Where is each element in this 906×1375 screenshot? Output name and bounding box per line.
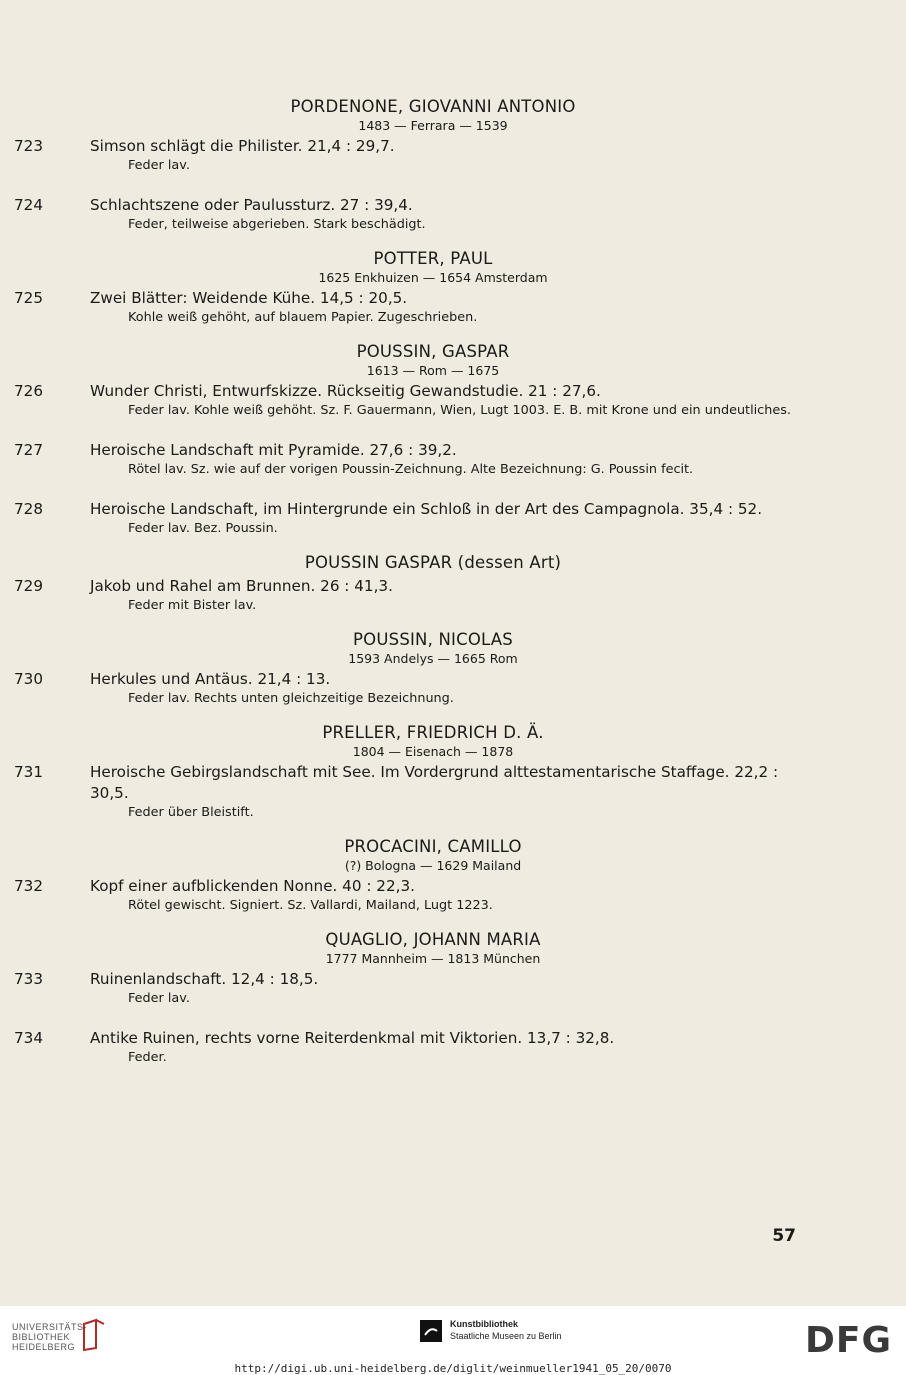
artist-section [14, 341, 814, 538]
entry-number: 730 [14, 670, 43, 688]
artist-dates: 1613 — Rom — 1675 [366, 363, 500, 378]
university-library-logo[interactable] [12, 1322, 87, 1352]
entry-number: 729 [14, 577, 43, 595]
artist-section [14, 629, 814, 708]
kb-title: Kunstbibliothek [450, 1319, 518, 1329]
entry-number: 734 [14, 1029, 43, 1047]
artist-section [14, 722, 814, 822]
artist-section [14, 836, 814, 915]
entry-line [14, 136, 814, 157]
artist-name: POUSSIN, GASPAR [356, 342, 510, 361]
entry-line [14, 762, 814, 804]
entry-number: 725 [14, 289, 43, 307]
entry-number: 728 [14, 500, 43, 518]
artist-name: PRELLER, FRIEDRICH D. Ä. [322, 723, 544, 742]
entry-note: Kohle weiß gehöht, auf blauem Papier. Zugeschrieben. [128, 310, 478, 325]
entry-line [14, 288, 814, 309]
entry-line [14, 576, 814, 597]
entry-line [14, 195, 814, 216]
artist-dates: (?) Bologna — 1629 Mailand [344, 858, 522, 873]
catalog-entry [14, 288, 814, 327]
entry-note: Feder lav. Rechts unten gleichzeitige Bezeichnung. [128, 691, 454, 706]
entry-title: Kopf einer aufblickenden Nonne. 40 : 22,3. [90, 877, 415, 895]
entry-number: 723 [14, 137, 43, 155]
artist-section [14, 552, 814, 615]
entry-title: Ruinenlandschaft. 12,4 : 18,5. [90, 970, 319, 988]
catalog-entry [14, 440, 814, 479]
catalog-entry [14, 969, 814, 1008]
entry-number: 733 [14, 970, 43, 988]
artist-dates: 1777 Mannheim — 1813 München [325, 951, 541, 966]
entry-title: Heroische Gebirgslandschaft mit See. Im Vordergrund alttestamentarische Staffage. 22,2 : 30,5. [90, 763, 779, 802]
entry-line [14, 1028, 814, 1049]
logo-line: HEIDELBERG [12, 1342, 76, 1352]
kunstbibliothek-label [450, 1318, 562, 1342]
entry-number: 732 [14, 877, 43, 895]
artist-section [14, 96, 814, 234]
artist-dates: 1625 Enkhuizen — 1654 Amsterdam [318, 270, 548, 285]
artist-section [14, 929, 814, 1067]
entry-line [14, 969, 814, 990]
artist-dates: 1804 — Eisenach — 1878 [352, 744, 514, 759]
entry-note: Feder mit Bister lav. [128, 598, 257, 613]
entry-title: Schlachtszene oder Paulussturz. 27 : 39,4. [90, 196, 413, 214]
entry-title: Heroische Landschaft, im Hintergrunde ein Schloß in der Art des Campagnola. 35,4 : 52. [90, 500, 763, 518]
catalog-entry [14, 499, 814, 538]
entry-title: Zwei Blätter: Weidende Kühe. 14,5 : 20,5. [90, 289, 408, 307]
permalink-url[interactable]: http://digi.ub.uni-heidelberg.de/diglit/weinmueller1941_05_20/0070 [234, 1362, 672, 1375]
entry-note: Feder lav. Kohle weiß gehöht. Sz. F. Gauermann, Wien, Lugt 1003. E. B. mit Krone und ein undeutliches. [128, 403, 791, 418]
entry-line [14, 669, 814, 690]
entry-line [14, 876, 814, 897]
entry-note: Feder. [128, 1050, 167, 1065]
catalog-entry [14, 136, 814, 175]
catalog-entry [14, 576, 814, 615]
entry-note: Feder lav. Bez. Poussin. [128, 521, 278, 536]
artist-dates: 1483 — Ferrara — 1539 [358, 118, 508, 133]
catalog-entry [14, 762, 814, 822]
entry-title: Antike Ruinen, rechts vorne Reiterdenkmal mit Viktorien. 13,7 : 32,8. [90, 1029, 615, 1047]
entry-number: 724 [14, 196, 43, 214]
entry-note: Feder, teilweise abgerieben. Stark beschädigt. [128, 217, 426, 232]
entry-title: Heroische Landschaft mit Pyramide. 27,6 : 39,2. [90, 441, 457, 459]
entry-note: Rötel gewischt. Signiert. Sz. Vallardi, Mailand, Lugt 1223. [128, 898, 493, 913]
entry-note: Feder lav. [128, 158, 190, 173]
university-library-mark-icon [80, 1318, 108, 1352]
logo-line: UNIVERSITÄTS- [12, 1322, 88, 1332]
entry-title: Simson schlägt die Philister. 21,4 : 29,7. [90, 137, 395, 155]
viewer-footer [0, 1306, 906, 1375]
entry-line [14, 499, 814, 520]
catalog-entry [14, 195, 814, 234]
catalog-entry [14, 381, 814, 420]
catalog-entry [14, 669, 814, 708]
catalog-entry [14, 876, 814, 915]
artist-name: POUSSIN, NICOLAS [353, 630, 513, 649]
artist-name: PORDENONE, GIOVANNI ANTONIO [290, 97, 576, 116]
entry-title: Wunder Christi, Entwurfskizze. Rückseitig Gewandstudie. 21 : 27,6. [90, 382, 601, 400]
artist-name: POUSSIN GASPAR (dessen Art) [304, 553, 562, 572]
entry-note: Feder lav. [128, 991, 190, 1006]
entry-title: Jakob und Rahel am Brunnen. 26 : 41,3. [90, 577, 393, 595]
entry-note: Feder über Bleistift. [128, 805, 254, 820]
artist-section [14, 248, 814, 327]
entry-title: Herkules und Antäus. 21,4 : 13. [90, 670, 331, 688]
entry-note: Rötel lav. Sz. wie auf der vorigen Poussin-Zeichnung. Alte Bezeichnung: G. Poussin fecit. [128, 462, 694, 477]
dfg-logo[interactable]: DFG [804, 1320, 892, 1361]
artist-name: POTTER, PAUL [373, 249, 493, 268]
artist-name: QUAGLIO, JOHANN MARIA [325, 930, 541, 949]
entry-line [14, 381, 814, 402]
entry-number: 727 [14, 441, 43, 459]
entry-number: 726 [14, 382, 43, 400]
entry-line [14, 440, 814, 461]
kb-subtitle: Staatliche Museen zu Berlin [450, 1331, 562, 1341]
catalog-content [14, 96, 814, 1067]
logo-line: BIBLIOTHEK [12, 1332, 71, 1342]
artist-dates: 1593 Andelys — 1665 Rom [348, 651, 518, 666]
entry-number: 731 [14, 763, 43, 781]
artist-name: PROCACINI, CAMILLO [344, 837, 522, 856]
kunstbibliothek-logo-icon[interactable] [420, 1320, 442, 1342]
page-number: 57 [772, 1226, 796, 1246]
catalog-entry [14, 1028, 814, 1067]
